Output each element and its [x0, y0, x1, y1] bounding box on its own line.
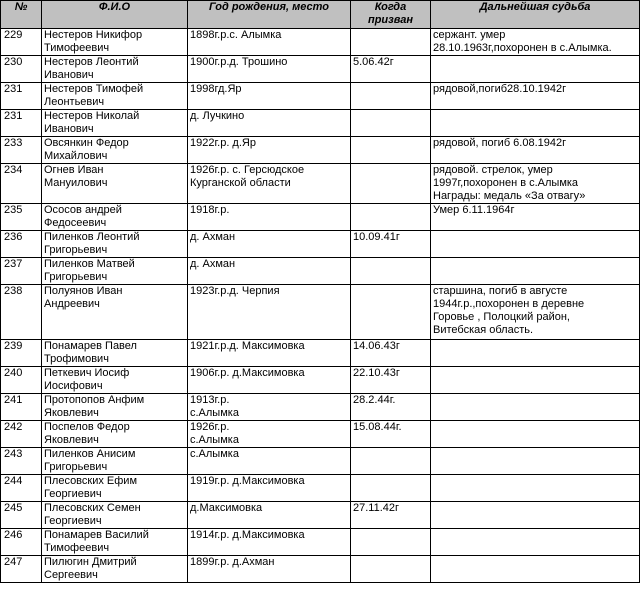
full-name [42, 502, 188, 529]
later-fate [431, 502, 640, 529]
full-name-line: Михайлович [44, 150, 108, 162]
full-name [42, 29, 188, 56]
table-row [1, 448, 640, 475]
header-fate: Дальнейшая судьба [431, 1, 640, 29]
later-fate [431, 340, 640, 367]
full-name-line: Протопопов Анфим [44, 394, 145, 406]
full-name [42, 285, 188, 340]
row-number: 243 [1, 448, 42, 475]
birth-info-line: 1919г.р. д.Максимовка [190, 475, 305, 487]
birth-info [188, 56, 351, 83]
birth-info-line: 1899г.р. д.Ахман [190, 556, 275, 568]
table-row [1, 204, 640, 231]
birth-info [188, 231, 351, 258]
full-name-line: Сергеевич [44, 569, 98, 581]
row-number: 245 [1, 502, 42, 529]
later-fate-line: рядовой. стрелок, умер [433, 164, 553, 176]
row-number: 239 [1, 340, 42, 367]
birth-info-line: д. Ахман [190, 231, 236, 243]
table-row [1, 137, 640, 164]
later-fate [431, 421, 640, 448]
header-birth: Год рождения, место [188, 1, 351, 29]
full-name-line: Григорьевич [44, 271, 108, 283]
full-name [42, 421, 188, 448]
header-fio: Ф.И.О [42, 1, 188, 29]
drafted-date [351, 529, 431, 556]
table-row [1, 529, 640, 556]
full-name-line: Овсянкин Федор [44, 137, 129, 149]
drafted-date [351, 475, 431, 502]
full-name-line: Иосифович [44, 380, 103, 392]
full-name [42, 367, 188, 394]
drafted-date: 27.11.42г [351, 502, 431, 529]
birth-info [188, 367, 351, 394]
full-name-line: Плесовских Семен [44, 502, 141, 514]
table-row [1, 285, 640, 340]
drafted-date [351, 258, 431, 285]
later-fate-line: рядовой,погиб28.10.1942г [433, 83, 567, 95]
row-number: 235 [1, 204, 42, 231]
later-fate [431, 164, 640, 204]
later-fate [431, 110, 640, 137]
later-fate [431, 56, 640, 83]
table-row [1, 83, 640, 110]
row-number: 246 [1, 529, 42, 556]
birth-info [188, 258, 351, 285]
table-row [1, 502, 640, 529]
full-name-line: Пиленков Леонтий [44, 231, 140, 243]
full-name [42, 258, 188, 285]
later-fate-line: Умер 6.11.1964г [433, 204, 515, 216]
birth-info-line: Курганской области [190, 177, 291, 189]
later-fate-line: Награды: медаль «За отвагу» [433, 190, 586, 202]
full-name-line: Федосеевич [44, 217, 107, 229]
birth-info-line: д. Ахман [190, 258, 236, 270]
birth-info-line: д.Максимовка [190, 502, 263, 514]
full-name-line: Леонтьевич [44, 96, 105, 108]
birth-info-line: д. Лучкино [190, 110, 245, 122]
birth-info [188, 285, 351, 340]
full-name [42, 110, 188, 137]
drafted-date [351, 110, 431, 137]
birth-info-line: 1914г.р. д.Максимовка [190, 529, 305, 541]
later-fate [431, 285, 640, 340]
row-number: 241 [1, 394, 42, 421]
full-name-line: Яковлевич [44, 434, 99, 446]
birth-info-line: 1900г.р.д. Трошино [190, 56, 288, 68]
drafted-date: 22.10.43г [351, 367, 431, 394]
full-name-line: Нестеров Никифор [44, 29, 143, 41]
birth-info [188, 110, 351, 137]
later-fate [431, 137, 640, 164]
full-name [42, 448, 188, 475]
drafted-date [351, 285, 431, 340]
full-name-line: Трофимович [44, 353, 109, 365]
full-name-line: Георгиевич [44, 488, 102, 500]
full-name [42, 340, 188, 367]
birth-info [188, 448, 351, 475]
drafted-date: 14.06.43г [351, 340, 431, 367]
birth-info [188, 502, 351, 529]
later-fate [431, 475, 640, 502]
full-name-line: Тимофеевич [44, 42, 110, 54]
birth-info-line: 1918г.р. [190, 204, 230, 216]
full-name-line: Тимофеевич [44, 542, 110, 554]
birth-info-line: с.Алымка [190, 434, 239, 446]
later-fate-line: рядовой, погиб 6.08.1942г [433, 137, 567, 149]
full-name [42, 137, 188, 164]
header-drafted: Когда призван [351, 1, 431, 29]
full-name-line: Пиленков Матвей [44, 258, 135, 270]
birth-info [188, 556, 351, 583]
birth-info-line: с.Алымка [190, 407, 239, 419]
later-fate-line: сержант. умер [433, 29, 506, 41]
table-row [1, 164, 640, 204]
row-number: 240 [1, 367, 42, 394]
row-number: 238 [1, 285, 42, 340]
drafted-date: 10.09.41г [351, 231, 431, 258]
later-fate-line: Горовье , Полоцкий район, [433, 311, 570, 323]
full-name-line: Ососов андрей [44, 204, 122, 216]
header-row [1, 1, 640, 29]
full-name-line: Пилюгин Дмитрий [44, 556, 137, 568]
birth-info-line: 1898г.р.с. Алымка [190, 29, 282, 41]
row-number: 233 [1, 137, 42, 164]
birth-info-line: 1998гд.Яр [190, 83, 242, 95]
later-fate [431, 367, 640, 394]
full-name-line: Нестеров Николай [44, 110, 140, 122]
row-number: 242 [1, 421, 42, 448]
full-name-line: Мануилович [44, 177, 108, 189]
table-row [1, 367, 640, 394]
table-row [1, 231, 640, 258]
table-row [1, 421, 640, 448]
full-name-line: Нестеров Тимофей [44, 83, 144, 95]
row-number: 244 [1, 475, 42, 502]
table-row [1, 556, 640, 583]
table-row [1, 56, 640, 83]
later-fate-line: Витебская область. [433, 324, 534, 336]
later-fate [431, 29, 640, 56]
full-name [42, 231, 188, 258]
full-name [42, 475, 188, 502]
full-name [42, 556, 188, 583]
full-name-line: Иванович [44, 123, 94, 135]
row-number: 231 [1, 83, 42, 110]
later-fate [431, 394, 640, 421]
birth-info-line: 1922г.р. д.Яр [190, 137, 256, 149]
birth-info-line: 1926г.р. с. Герсюдское [190, 164, 305, 176]
birth-info [188, 475, 351, 502]
full-name-line: Пиленков Анисим [44, 448, 136, 460]
full-name [42, 56, 188, 83]
row-number: 237 [1, 258, 42, 285]
header-num: № [1, 1, 42, 29]
full-name-line: Григорьевич [44, 244, 108, 256]
table-row [1, 475, 640, 502]
full-name-line: Григорьевич [44, 461, 108, 473]
birth-info [188, 83, 351, 110]
later-fate [431, 258, 640, 285]
full-name-line: Полуянов Иван [44, 285, 123, 297]
table-row [1, 258, 640, 285]
later-fate-line: старшина, погиб в августе [433, 285, 568, 297]
birth-info [188, 164, 351, 204]
row-number: 231 [1, 110, 42, 137]
birth-info [188, 137, 351, 164]
drafted-date [351, 137, 431, 164]
full-name [42, 83, 188, 110]
table-row [1, 394, 640, 421]
birth-info [188, 204, 351, 231]
later-fate-line: 1997г,похоронен в с.Алымка [433, 177, 579, 189]
later-fate-line: 1944г.р.,похоронен в деревне [433, 298, 585, 310]
full-name-line: Андреевич [44, 298, 100, 310]
full-name [42, 529, 188, 556]
full-name-line: Поспелов Федор [44, 421, 130, 433]
birth-info-line: с.Алымка [190, 448, 239, 460]
full-name-line: Нестеров Леонтий [44, 56, 139, 68]
full-name-line: Георгиевич [44, 515, 102, 527]
birth-info-line: 1906г.р. д.Максимовка [190, 367, 305, 379]
drafted-date [351, 204, 431, 231]
drafted-date: 15.08.44г. [351, 421, 431, 448]
full-name-line: Плесовских Ефим [44, 475, 138, 487]
later-fate [431, 204, 640, 231]
drafted-date [351, 83, 431, 110]
full-name-line: Огнев Иван [44, 164, 104, 176]
drafted-date [351, 164, 431, 204]
later-fate [431, 231, 640, 258]
table-row [1, 29, 640, 56]
table-row [1, 340, 640, 367]
birth-info-line: 1926г.р. [190, 421, 230, 433]
drafted-date [351, 448, 431, 475]
full-name-line: Петкевич Иосиф [44, 367, 130, 379]
later-fate-line: 28.10.1963г,похоронен в с.Алымка. [433, 42, 612, 54]
drafted-date: 5.06.42г [351, 56, 431, 83]
table-row [1, 110, 640, 137]
birth-info-line: 1913г.р. [190, 394, 230, 406]
row-number: 229 [1, 29, 42, 56]
row-number: 230 [1, 56, 42, 83]
birth-info [188, 421, 351, 448]
full-name-line: Иванович [44, 69, 94, 81]
birth-info-line: 1921г.р.д. Максимовка [190, 340, 305, 352]
full-name-line: Яковлевич [44, 407, 99, 419]
row-number: 236 [1, 231, 42, 258]
drafted-date [351, 556, 431, 583]
table-body [1, 29, 640, 583]
birth-info [188, 340, 351, 367]
later-fate [431, 83, 640, 110]
birth-info-line: 1923г.р.д. Черпия [190, 285, 280, 297]
full-name [42, 204, 188, 231]
birth-info [188, 529, 351, 556]
full-name [42, 164, 188, 204]
row-number: 247 [1, 556, 42, 583]
later-fate [431, 556, 640, 583]
full-name [42, 394, 188, 421]
drafted-date [351, 29, 431, 56]
full-name-line: Понамарев Павел [44, 340, 137, 352]
later-fate [431, 529, 640, 556]
birth-info [188, 394, 351, 421]
row-number: 234 [1, 164, 42, 204]
birth-info [188, 29, 351, 56]
drafted-date: 28.2.44г. [351, 394, 431, 421]
full-name-line: Понамарев Василий [44, 529, 149, 541]
later-fate [431, 448, 640, 475]
